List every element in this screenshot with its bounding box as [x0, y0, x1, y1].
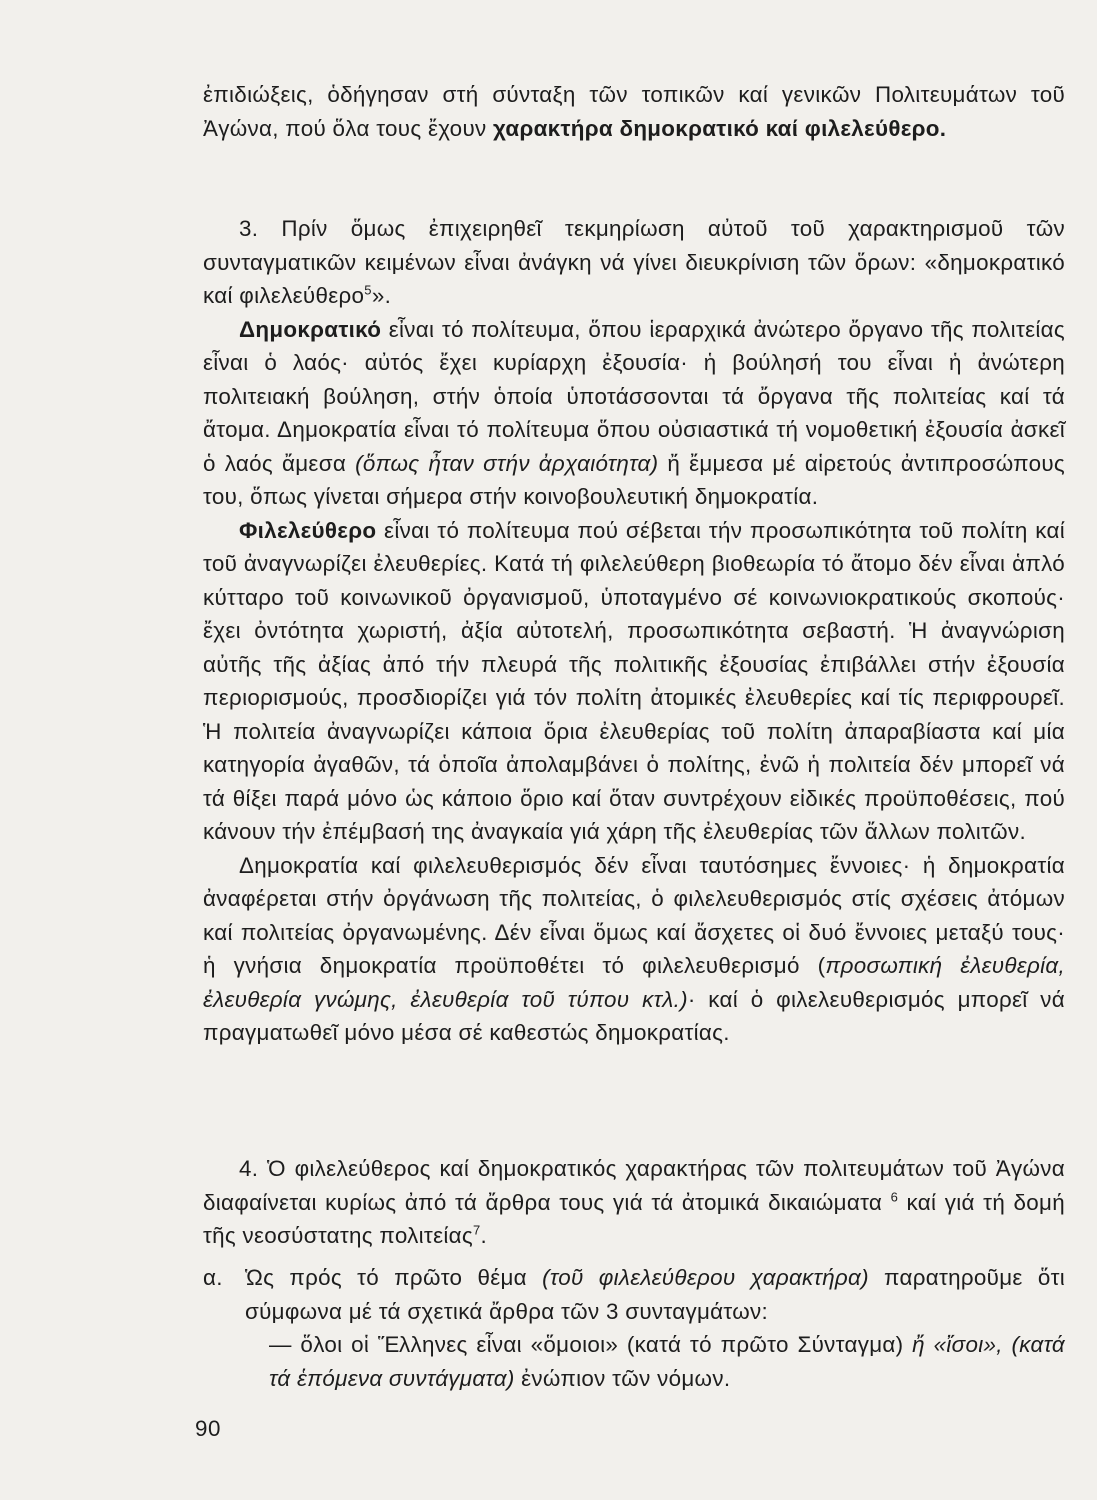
democratic-definition: [203, 313, 1065, 514]
item-a-text: Ὡς πρός τό πρῶτο θέμα: [245, 1265, 543, 1290]
section-4: [203, 1152, 1065, 1253]
footnote-ref-7: 7: [472, 1222, 481, 1238]
footnote-ref-6: 6: [890, 1189, 899, 1205]
section-4-text-mid: καί γιά τή δομή τῆς νεοσύστατης πολιτείας: [203, 1189, 1065, 1248]
democratic-italic: (ὅπως ἦταν στήν ἀρχαιότητα): [355, 450, 659, 476]
section-3: [203, 212, 1065, 1050]
term-liberal: Φιλελεύθερο: [239, 517, 377, 543]
relation-paragraph: [203, 849, 1065, 1050]
intro-paragraph: [203, 78, 1065, 145]
item-a-text-end: παρατηροῦμε ὅτι σύμφωνα μέ τά σχετικά ἄρθρα τῶν 3 συνταγμάτων:: [245, 1265, 1065, 1324]
dash-text-end: ἐνώπιον τῶν νόμων.: [514, 1365, 731, 1391]
page-number: 90: [195, 1416, 221, 1441]
section-3-paragraph: [203, 212, 1065, 313]
relation-text: Δημοκρατία καί φιλελευθερισμός δέν εἶναι ταυτόσημες ἔννοιες· ἡ δημοκρατία ἀναφέρεται στήν ὀργάνωση τῆς πολιτείας, ὁ φιλελευθερισμός στίς σχέσεις ἀτόμων καί πολιτείας ὀργανωμένης. Δέν εἶναι ὅμως καί ἄσχετες οἱ δυό ἔννοιες μεταξύ τους· ἡ γνήσια δημοκρατία προϋποθέτει τό φιλελευθερισμό (: [203, 852, 1065, 978]
relation-text-end: · καί ὁ φιλελευθερισμός μπορεῖ νά πραγματωθεῖ μόνο μέσα σέ καθεστώς δημοκρατίας.: [203, 986, 1065, 1045]
liberal-text: εἶναι τό πολίτευμα πού σέβεται τήν προσωπικότητα τοῦ πολίτη καί τοῦ ἀναγνωρίζει ἐλευθερίες. Κατά τή φιλελεύθερη βιοθεωρία τό ἄτομο δέν εἶναι ἁπλό κύτταρο τοῦ κοινωνικοῦ ὀργανισμοῦ, ὑποταγμένο σέ κοινωνιοκρατικούς σκοπούς· ἔχει ὀντότητα χωριστή, ἀξία αὐτοτελή, προσωπικότητα σεβαστή. Ἡ ἀναγνώριση αὐτῆς τῆς ἀξίας ἀπό τήν πλευρά τῆς πολιτικῆς ἐξουσίας ἐπιβάλλει στήν ἐξουσία περιορισμούς, προσδιορίζει γιά τόν πολίτη ἀτομικές ἐλευθερίες καί τίς περιφρουρεῖ. Ἡ πολιτεία ἀναγνωρίζει κάποια ὅρια ἐλευθερίας τοῦ πολίτη ἀπαραβίαστα καί μία κατηγορία ἀγαθῶν, τά ὁποῖα ἀπολαμβάνει ὁ πολίτης, ἐνῶ ἡ πολιτεία δέν μπορεῖ νά τά θίξει παρά μόνο ὡς κάποιο ὅριο καί ὅταν συντρέχουν εἰδικές προϋποθέσεις, πού κάνουν τήν ἐπέμβασή της ἀναγκαία γιά χάρη τῆς ἐλευθερίας τῶν ἄλλων πολιτῶν.: [203, 517, 1065, 844]
section-3-text-end: ».: [371, 283, 392, 308]
intro-text: ἐπιδιώξεις, ὁδήγησαν στή σύνταξη τῶν τοπικῶν καί γενικῶν Πολιτευμάτων τοῦ Ἀγώνα, πού ὅλα τους ἔχουν: [203, 82, 1065, 141]
section-4-text-end: .: [480, 1223, 488, 1248]
relation-italic: προσωπική ἐλευθερία, ἐλευθερία γνώμης, ἐλευθερία τοῦ τύπου κτλ.): [203, 953, 1065, 1012]
item-a: [203, 1261, 1065, 1395]
liberal-definition: [203, 514, 1065, 849]
democratic-text: εἶναι τό πολίτευμα, ὅπου ἱεραρχικά ἀνώτερο ὄργανο τῆς πολιτείας εἶναι ὁ λαός· αὐτός ἔχει κυρίαρχη ἐξουσία· ἡ βούλησή του εἶναι ἡ ἀνώτερη πολιτειακή βούληση, στήν ὁποία ὑποτάσσονται τά ὄργανα τῆς πολιτείας καί τά ἄτομα. Δημοκρατία εἶναι τό πολίτευμα ὅπου οὐσιαστικά τή νομοθετική ἐξουσία ἀσκεῖ ὁ λαός ἄμεσα: [203, 316, 1065, 476]
footnote-ref-5: 5: [364, 282, 372, 298]
intro-bold-phrase: χαρακτήρα δημοκρατικό καί φιλελεύθερο.: [493, 115, 947, 141]
section-4-paragraph: [203, 1152, 1065, 1253]
dash-italic: ἤ «ἴσοι», (κατά τά ἑπόμενα συντάγματα): [269, 1332, 1065, 1391]
item-a-italic: (τοῦ φιλελεύθερου χαρακτήρα): [542, 1265, 869, 1290]
section-3-text: 3. Πρίν ὅμως ἐπιχειρηθεῖ τεκμηρίωση αὐτοῦ τοῦ χαρακτηρισμοῦ τῶν συνταγματικῶν κειμένων εἶναι ἀνάγκη νά γίνει διευκρίνιση τῶν ὅρων: «δημοκρατικό καί φιλελεύθερο: [203, 216, 1065, 308]
term-democratic: Δημοκρατικό: [239, 316, 382, 342]
democratic-text-end: ἤ ἔμμεσα μέ αἱρετούς ἀντιπροσώπους του, ὅπως γίνεται σήμερα στήν κοινοβουλευτική δημοκρατία.: [203, 450, 1066, 509]
dash-text: — ὅλοι οἱ Ἕλληνες εἶναι «ὅμοιοι» (κατά τό πρῶτο Σύνταγμα): [269, 1332, 913, 1357]
item-a-marker: α.: [203, 1265, 223, 1290]
item-a-intro: [245, 1261, 1065, 1328]
item-a-dash-line: [269, 1328, 1065, 1395]
item-a-body: [245, 1261, 1065, 1395]
section-4-text: 4. Ὁ φιλελεύθερος καί δημοκρατικός χαρακτήρας τῶν πολιτευμάτων τοῦ Ἀγώνα διαφαίνεται κυρίως ἀπό τά ἄρθρα τους γιά τά ἀτομικά δικαιώματα: [203, 1156, 1065, 1215]
